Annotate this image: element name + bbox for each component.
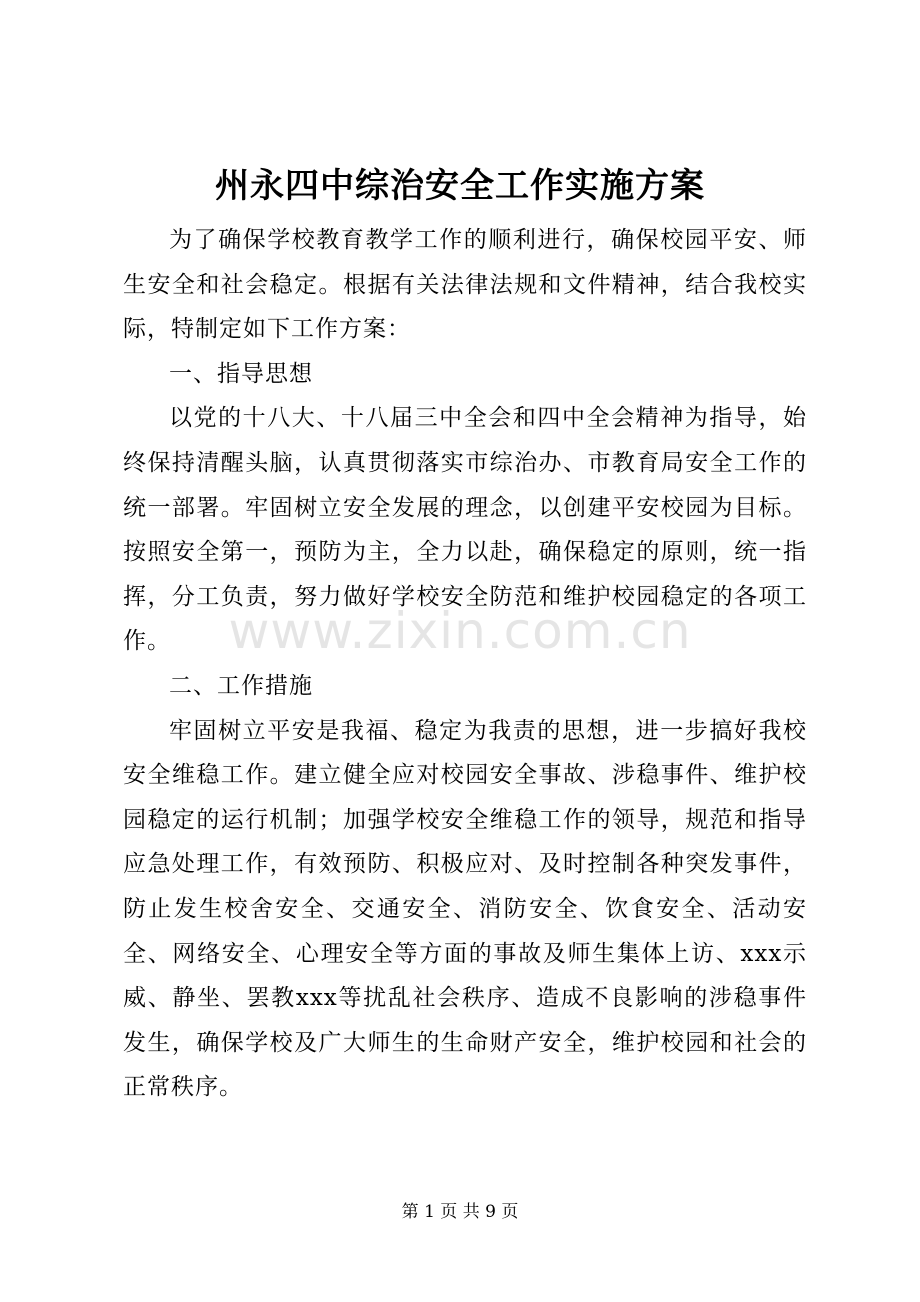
page-footer: 第 1 页 共 9 页: [401, 1202, 519, 1222]
document-title: 州永四中综治安全工作实施方案: [215, 166, 705, 206]
section-heading-work-measures: 二、工作措施: [169, 672, 313, 699]
watermark: www.zixin.com.cn: [228, 602, 692, 660]
section-heading-guiding-thought: 一、指导思想: [169, 360, 313, 387]
intro-paragraph: 为了确保学校教育教学工作的顺利进行，确保校园平安、师生安全和社会稳定。根据有关法律法规和文件精神，结合我校实际，特制定如下工作方案：: [123, 227, 807, 343]
work-measures-paragraph: 牢固树立平安是我福、稳定为我责的思想，进一步搞好我校安全维稳工作。建立健全应对校园安全事故、涉稳事件、维护校园稳定的运行机制；加强学校安全维稳工作的领导，规范和指导应急处理工作，有效预防、积极应对、及时控制各种突发事件，防止发生校舍安全、交通安全、消防安全、饮食安全、活动安全、网络安全、心理安全等方面的事故及师生集体上访、xxx示威、静坐、罢教xxx等扰乱社会秩序、造成不良影响的涉稳事件发生，确保学校及广大师生的生命财产安全，维护校园和社会的正常秩序。: [123, 717, 807, 1101]
guiding-thought-paragraph: 以党的十八大、十八届三中全会和四中全会精神为指导，始终保持清醒头脑，认真贯彻落实市综治办、市教育局安全工作的统一部署。牢固树立安全发展的理念，以创建平安校园为目标。按照安全第一，预防为主，全力以赴，确保稳定的原则，统一指挥，分工负责，努力做好学校安全防范和维护校园稳定的各项工作。: [123, 405, 807, 655]
